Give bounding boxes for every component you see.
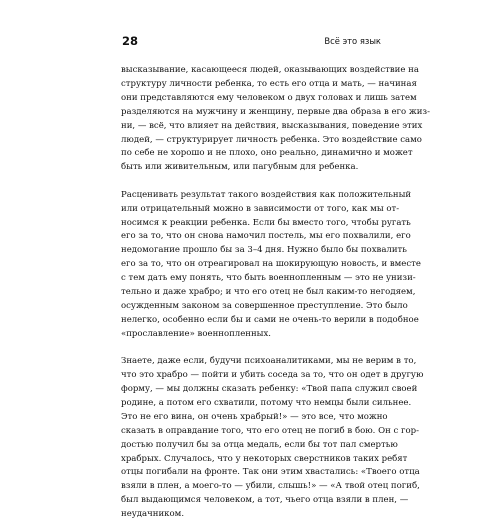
text-line: взяли в плен, а моего-то — убили, слышь!» — «А твой отец погиб,	[121, 481, 420, 492]
text-line: или отрицательный можно в зависимости от того, как мы от-	[121, 203, 400, 214]
text-line: неудачником.	[121, 509, 185, 520]
text-line: недомогание прошло бы за 3–4 дня. Нужно было бы похвалить	[121, 245, 407, 256]
text-line: разделяются на мужчину и женщину, первые два образа в его жиз-	[121, 106, 430, 117]
paragraph	[121, 355, 424, 522]
running-title: Всё это язык	[324, 36, 381, 46]
page-number: 28	[122, 34, 139, 48]
text-line: его за то, что он отреагировал на шокирующую новость, и вместе	[121, 259, 421, 270]
text-line: Это не его вина, он очень храбрый!» — это все, что можно	[121, 411, 388, 422]
text-line: носимся к реакции ребенка. Если бы вместо того, чтобы ругать	[121, 217, 411, 228]
body-text	[121, 64, 430, 522]
text-line: они представляются ему человеком о двух головах и лишь затем	[121, 92, 417, 103]
text-line: высказывание, касающееся людей, оказывающих воздействие на	[121, 65, 419, 75]
text-line: его за то, что он снова намочил постель, мы его похвалили, его	[121, 231, 411, 242]
text-line: отцы погибали на фронте. Так они этим хвастались: «Твоего отца	[121, 467, 420, 478]
text-line: осужденным законом за совершенное преступление. Это было	[121, 301, 408, 311]
text-line: людей, — структурирует личность ребенка. Это воздействие само	[121, 134, 422, 145]
text-line: тельно и даже храбро; и что его отец не был каким-то негодяем,	[121, 287, 416, 298]
text-line: нелегко, особенно если бы и сами не очень-то верили в подобное	[121, 314, 419, 325]
text-line: форму, — мы должны сказать ребенку: «Твой папа служил своей	[121, 384, 418, 395]
text-line: структуру личности ребенка, то есть его отца и мать, — начиная	[121, 78, 417, 89]
text-line: родине, а потом его схватили, потому что немцы были сильнее.	[121, 397, 412, 408]
text-line: сказать в оправдание того, что его отец не погиб в бою. Он с гор-	[121, 425, 420, 436]
text-line: что это храбро — пойти и убить соседа за то, что он одет в другую	[121, 370, 424, 381]
paragraph	[121, 189, 421, 342]
paragraph	[121, 64, 430, 175]
text-line: Расценивать результат такого воздействия как положительный	[121, 189, 412, 200]
text-line: Знаете, даже если, будучи психоаналитиками, мы не верим в то,	[121, 356, 417, 367]
text-line: был выдающимся человеком, а тот, чьего отца взяли в плен, —	[121, 495, 409, 506]
text-line: «прославление» военнопленных.	[121, 328, 272, 339]
text-line: ни, — всё, что влияет на действия, высказывания, поведение этих	[121, 120, 423, 131]
text-line: быть или живительным, или пагубным для ребенка.	[121, 162, 359, 173]
text-line: достью получил бы за отца медаль, если бы тот пал смертью	[121, 439, 398, 450]
text-line: по себе не хорошо и не плохо, оно реально, динамично и может	[121, 148, 413, 159]
text-line: храбрых. Случалось, что у некоторых сверстников таких ребят	[121, 453, 408, 464]
text-line: с тем дать ему понять, что быть военнопленным — это не унизи-	[121, 273, 416, 284]
